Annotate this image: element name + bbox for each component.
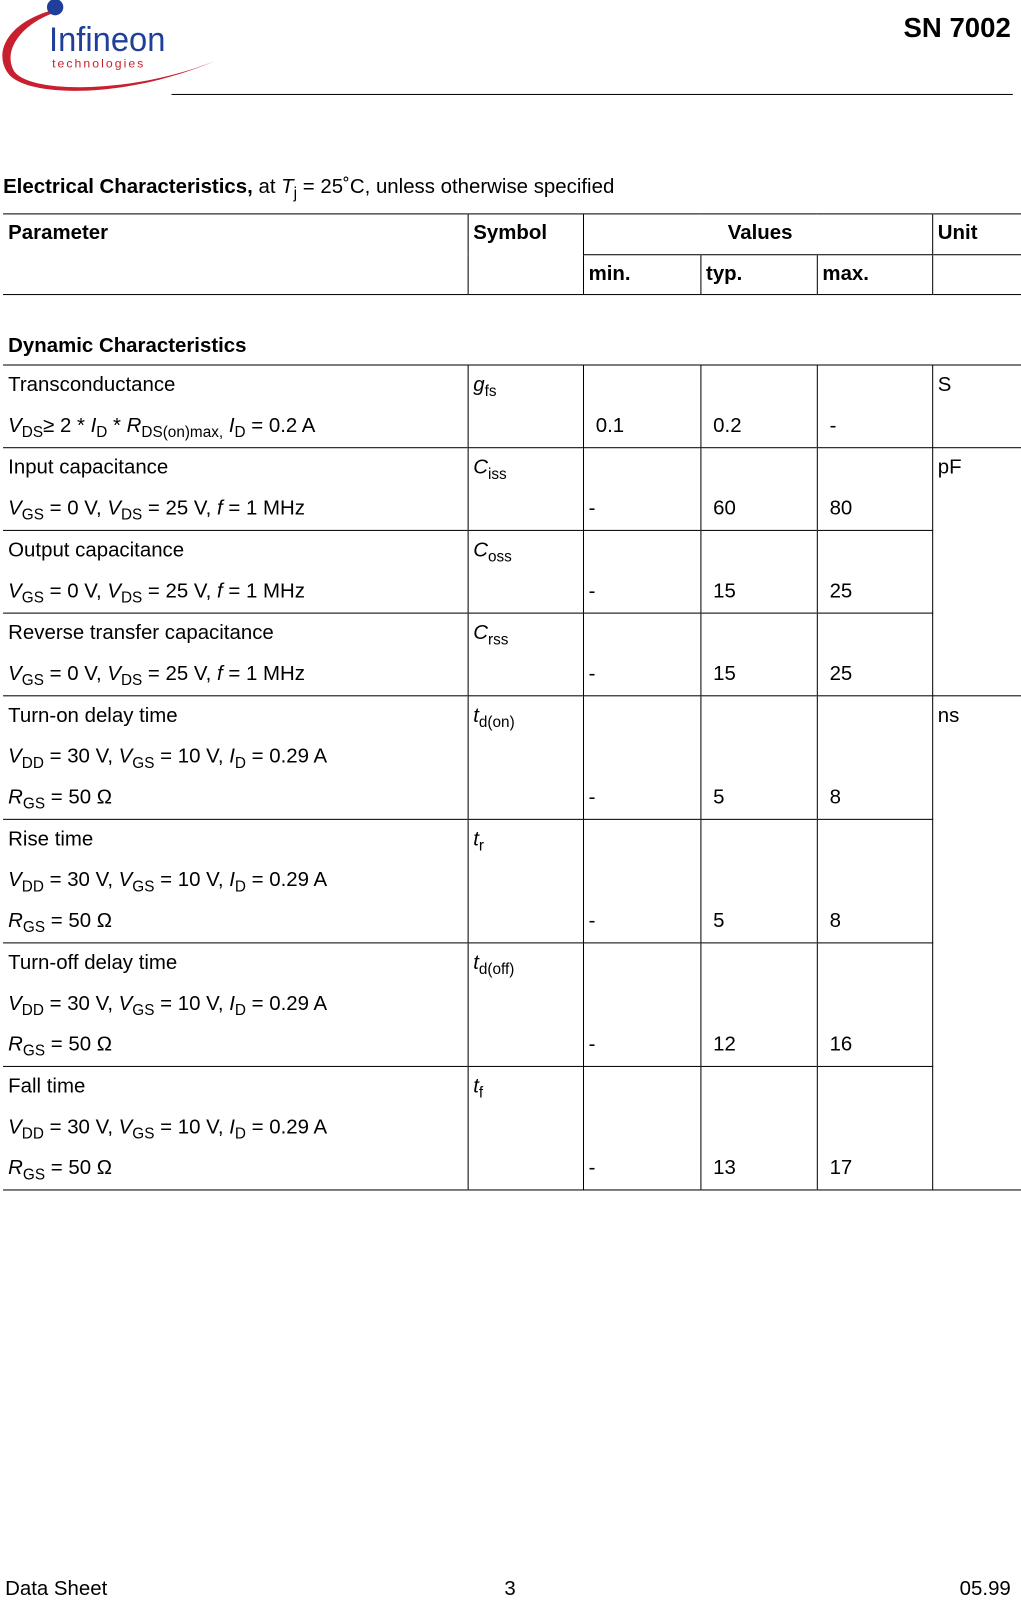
formula-part: R <box>126 414 142 437</box>
min-value-cell <box>583 943 700 1067</box>
header-typ: typ. <box>700 254 816 294</box>
table-row <box>3 943 1021 1067</box>
formula-part: t <box>473 1075 479 1098</box>
table-row <box>3 530 1021 613</box>
parameter-cell <box>3 1066 468 1190</box>
formula-part: = 50 Ω <box>45 786 112 809</box>
test-condition <box>8 406 467 447</box>
formula-part: t <box>473 951 479 975</box>
formula-part: D <box>234 754 246 772</box>
document-number: SN 7002 <box>903 12 1011 43</box>
parameter-cell <box>3 613 468 696</box>
test-condition <box>8 572 467 613</box>
formula-part: DS <box>21 423 44 442</box>
parameter-cell <box>3 819 468 943</box>
formula-part: = 30 V, <box>43 745 119 768</box>
typ-value-cell <box>700 530 816 613</box>
formula-part: = 1 MHz <box>222 497 305 520</box>
formula-part: fs <box>484 382 497 401</box>
test-condition <box>8 737 467 778</box>
caption-bold: Electrical Characteristics, <box>3 175 253 199</box>
typ-value-cell <box>700 943 816 1067</box>
header-unit: Unit <box>932 214 1021 254</box>
formula-part: DD <box>21 1125 44 1143</box>
max-value: 25 <box>829 662 853 686</box>
header-parameter: Parameter <box>3 214 468 295</box>
typ-value: 15 <box>713 662 736 686</box>
formula-part: I <box>228 414 235 437</box>
min-value-cell <box>583 448 700 531</box>
typ-value: 13 <box>713 1156 736 1180</box>
typ-value: 5 <box>713 909 725 933</box>
min-value-cell <box>583 1066 700 1190</box>
formula-part: = 50 Ω <box>45 1156 112 1180</box>
formula-part: = 0.29 A <box>245 745 328 768</box>
formula-part: = 1 MHz <box>222 662 305 686</box>
min-value: - <box>588 497 596 520</box>
min-value-cell <box>583 613 700 696</box>
header-max: max. <box>817 254 932 294</box>
formula-part: DD <box>21 1001 44 1019</box>
formula-part: d(off) <box>478 960 515 979</box>
header-values: Values <box>583 214 932 254</box>
caption-sub: j <box>293 184 298 203</box>
formula-part: V <box>8 992 22 1015</box>
unit-cell <box>932 696 1021 1190</box>
parameter-cell <box>3 696 468 820</box>
table-row <box>3 1066 1021 1190</box>
formula-part: = 0 V, <box>43 497 108 520</box>
caption-post: = 25˚C, unless otherwise specified <box>297 175 615 199</box>
formula-part: GS <box>22 1042 46 1060</box>
formula-part: C <box>473 539 488 562</box>
formula-part: GS <box>22 795 46 813</box>
header-rule <box>172 94 1013 95</box>
formula-part: D <box>234 423 246 442</box>
typ-value: 15 <box>713 579 736 603</box>
formula-part: GS <box>22 1165 46 1184</box>
test-condition <box>8 778 467 819</box>
test-condition <box>8 984 467 1025</box>
parameter-name: Input capacitance <box>8 456 169 479</box>
formula-part: DS <box>120 589 143 607</box>
header-symbol: Symbol <box>468 214 583 295</box>
formula-part: D <box>234 1125 246 1143</box>
min-value: - <box>588 579 596 603</box>
parameter-name: Turn-off delay time <box>8 951 178 975</box>
max-value: 17 <box>829 1156 853 1180</box>
formula-part: V <box>118 1115 133 1139</box>
formula-part: DS <box>120 671 143 690</box>
formula-part: = 50 Ω <box>45 909 112 933</box>
parameter-name: Rise time <box>8 828 94 851</box>
formula-part: = 25 V, <box>142 662 217 686</box>
formula-part: I <box>229 868 235 892</box>
max-value: 16 <box>829 1033 853 1056</box>
formula-part: GS <box>132 1125 155 1143</box>
formula-part: d(on) <box>478 713 515 732</box>
formula-part: V <box>8 579 22 603</box>
unit-cell <box>932 448 1021 696</box>
typ-value-cell <box>700 613 816 696</box>
formula-part: * <box>76 414 91 437</box>
symbol-cell <box>468 819 583 943</box>
typ-value-cell <box>700 696 816 820</box>
min-value: - <box>588 909 596 933</box>
header-min: min. <box>583 254 700 294</box>
formula-part: = 10 V, <box>154 868 230 892</box>
symbol-cell <box>468 530 583 613</box>
typ-value: 0.2 <box>713 414 742 437</box>
parameter-cell <box>3 365 468 448</box>
max-value-cell <box>817 696 932 820</box>
formula-part: = 0 V, <box>43 579 108 603</box>
formula-part: f <box>216 579 223 603</box>
formula-part: I <box>229 1115 235 1139</box>
formula-part: DS <box>120 506 143 524</box>
formula-part: V <box>118 992 133 1015</box>
table-row <box>3 448 1021 531</box>
table-row <box>3 819 1021 943</box>
max-value: 80 <box>829 497 853 520</box>
formula-part: V <box>8 414 22 437</box>
footer-label: Data Sheet <box>5 1577 108 1600</box>
formula-part: * <box>107 414 127 437</box>
test-condition <box>8 654 467 695</box>
table-caption <box>3 175 615 203</box>
min-value-cell <box>583 819 700 943</box>
parameter-name: Reverse transfer capacitance <box>8 621 274 645</box>
formula-part: V <box>107 662 121 686</box>
characteristics-table <box>3 213 1021 1190</box>
unit: pF <box>937 456 962 479</box>
formula-part: V <box>8 745 22 768</box>
min-value-cell <box>583 696 700 820</box>
formula-part: = 25 V, <box>142 497 217 520</box>
formula-part: R <box>8 909 23 933</box>
section-title: Dynamic Characteristics <box>3 295 1021 365</box>
formula-part: t <box>473 828 479 851</box>
test-condition <box>8 902 467 943</box>
formula-part: = 10 V, <box>154 745 230 768</box>
formula-part: = 0.29 A <box>245 1115 328 1139</box>
formula-part: t <box>473 704 479 727</box>
infineon-logo <box>0 0 220 97</box>
max-value-cell <box>817 365 932 448</box>
formula-part: I <box>229 745 235 768</box>
symbol-cell <box>468 696 583 820</box>
formula-part: = 30 V, <box>43 868 119 892</box>
symbol-cell <box>468 613 583 696</box>
max-value: 8 <box>829 786 841 809</box>
formula-part: V <box>118 745 133 768</box>
formula-part: R <box>8 1156 23 1180</box>
max-value-cell <box>817 819 932 943</box>
formula-part: GS <box>21 506 44 524</box>
formula-part: f <box>478 1084 484 1102</box>
formula-part: DD <box>21 754 44 772</box>
formula-part: g <box>473 373 485 397</box>
symbol-cell <box>468 448 583 531</box>
formula-part: = 0.29 A <box>245 992 328 1015</box>
caption-symbol: T <box>281 175 294 199</box>
table-row <box>3 613 1021 696</box>
max-value: 8 <box>829 909 841 933</box>
formula-part: DD <box>21 878 44 896</box>
test-condition <box>8 861 467 902</box>
parameter-name: Transconductance <box>8 373 176 397</box>
typ-value: 12 <box>713 1033 736 1056</box>
typ-value: 5 <box>713 786 725 809</box>
formula-part: V <box>107 579 121 603</box>
formula-part: = 0.2 A <box>245 414 316 437</box>
formula-part: D <box>234 1001 246 1019</box>
formula-part: V <box>107 497 121 520</box>
typ-value: 60 <box>713 497 736 520</box>
formula-part: V <box>8 868 22 892</box>
parameter-cell <box>3 448 468 531</box>
formula-part: V <box>8 1115 22 1139</box>
test-condition <box>8 1025 467 1066</box>
unit: ns <box>937 704 960 727</box>
max-value-cell <box>817 943 932 1067</box>
formula-part: = 0 V, <box>43 662 108 686</box>
unit: S <box>937 373 952 397</box>
typ-value-cell <box>700 365 816 448</box>
formula-part: D <box>96 423 108 442</box>
formula-part: R <box>8 1033 23 1056</box>
unit-cell <box>932 365 1021 448</box>
test-condition <box>8 1108 467 1149</box>
typ-value-cell <box>700 819 816 943</box>
max-value-cell <box>817 613 932 696</box>
parameter-name: Turn-on delay time <box>8 704 178 727</box>
formula-part: V <box>118 868 133 892</box>
formula-part: = 1 MHz <box>222 579 305 603</box>
formula-part: iss <box>487 465 507 483</box>
parameter-cell <box>3 943 468 1067</box>
min-value-cell <box>583 530 700 613</box>
formula-part: GS <box>132 878 155 896</box>
table-row <box>3 365 1021 448</box>
page-number: 3 <box>504 1577 516 1600</box>
formula-part: = 30 V, <box>43 992 119 1015</box>
svg-text:Infineon: Infineon <box>49 21 166 60</box>
parameter-name: Output capacitance <box>8 539 185 562</box>
max-value: 25 <box>829 579 853 603</box>
min-value: 0.1 <box>595 414 625 437</box>
min-value-cell <box>583 365 700 448</box>
formula-part: D <box>234 878 246 896</box>
max-value-cell <box>817 530 932 613</box>
formula-part: I <box>229 992 235 1015</box>
formula-part: f <box>216 497 223 520</box>
typ-value-cell <box>700 448 816 531</box>
formula-part: DS(on)max, <box>141 423 224 442</box>
symbol-cell <box>468 365 583 448</box>
symbol-cell <box>468 1066 583 1190</box>
caption-pre: at <box>252 175 282 199</box>
test-condition <box>8 1149 467 1190</box>
footer-date: 05.99 <box>959 1577 1011 1600</box>
formula-part: = 0.29 A <box>245 868 328 892</box>
formula-part: GS <box>22 918 46 937</box>
parameter-name: Fall time <box>8 1075 86 1098</box>
formula-part: GS <box>132 1001 155 1019</box>
formula-part: f <box>216 662 223 686</box>
formula-part: GS <box>132 754 155 772</box>
parameter-cell <box>3 530 468 613</box>
table-row <box>3 696 1021 820</box>
formula-part: = 10 V, <box>154 1115 230 1139</box>
header-unit-empty <box>932 254 1021 294</box>
formula-part: GS <box>21 671 44 690</box>
formula-part: ≥ 2 <box>43 414 77 437</box>
symbol-cell <box>468 943 583 1067</box>
min-value: - <box>588 1156 596 1180</box>
formula-part: R <box>8 786 23 809</box>
formula-part: = 10 V, <box>154 992 230 1015</box>
min-value: - <box>588 1033 596 1056</box>
formula-part: C <box>473 621 488 645</box>
formula-part: = 30 V, <box>43 1115 119 1139</box>
max-value: - <box>829 414 837 437</box>
formula-part: r <box>478 837 485 855</box>
svg-text:technologies: technologies <box>52 56 146 71</box>
formula-part: = 25 V, <box>142 579 217 603</box>
formula-part: rss <box>487 630 509 649</box>
formula-part: GS <box>21 589 44 607</box>
formula-part: I <box>90 414 97 437</box>
formula-part: V <box>8 662 22 686</box>
test-condition <box>8 489 467 530</box>
max-value-cell <box>817 448 932 531</box>
formula-part: = 50 Ω <box>45 1033 112 1056</box>
min-value: - <box>588 662 596 686</box>
max-value-cell <box>817 1066 932 1190</box>
min-value: - <box>588 786 596 809</box>
formula-part: C <box>473 456 488 479</box>
formula-part: V <box>8 497 22 520</box>
formula-part: oss <box>487 548 512 566</box>
typ-value-cell <box>700 1066 816 1190</box>
